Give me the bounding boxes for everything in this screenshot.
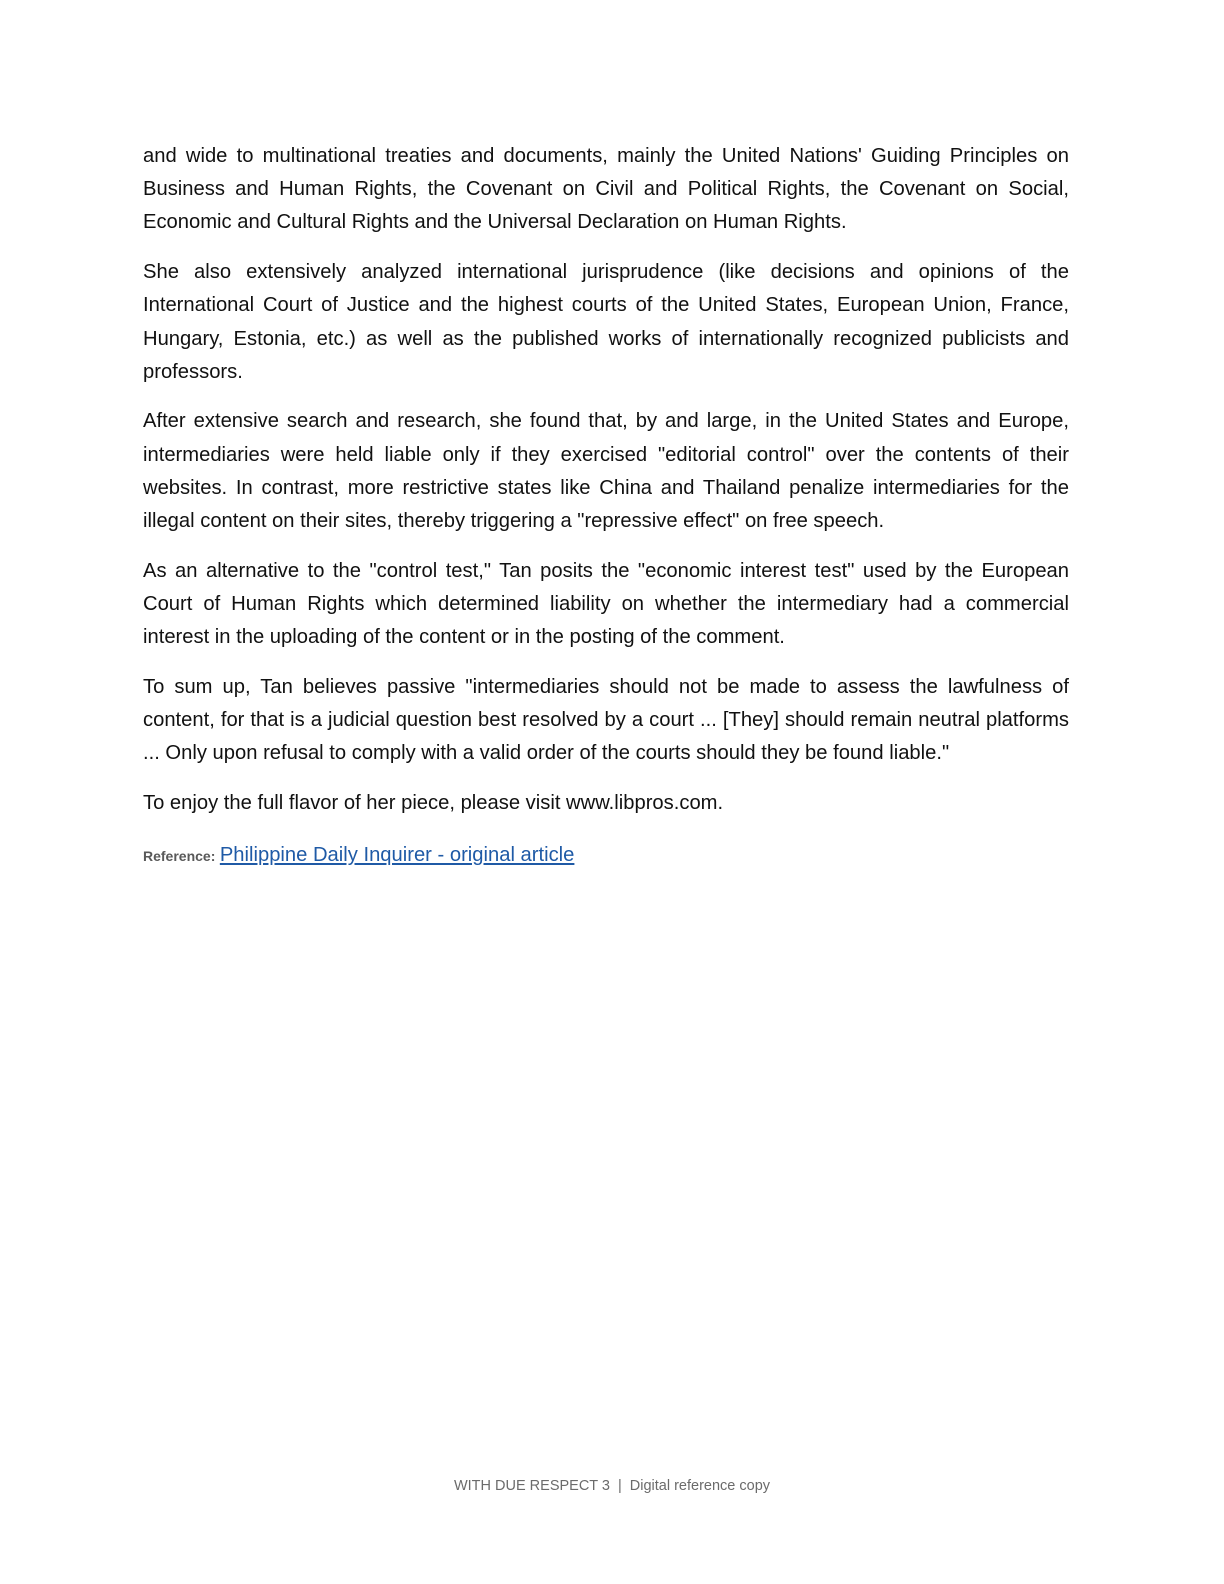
- footer-title: WITH DUE RESPECT 3: [453, 1478, 610, 1494]
- page-footer: [0, 1478, 1224, 1494]
- paragraph-3: After extensive search and research, she found that, by and large, in the United States and Europe, intermediaries were held liable only if they exercised "editorial control" over the contents of their websites. In contrast, more restrictive states like China and Thailand penalize intermediaries for the illegal content on their sites, thereby triggering a "repressive effect" on free speech.: [143, 410, 1069, 533]
- paragraph-4: As an alternative to the "control test," Tan posits the "economic interest test" used by the European Court of Human Rights which determined liability on whether the intermediary had a commercial interest in the uploading of the content or in the posting of the comment.: [143, 559, 1069, 649]
- paragraph-5: To sum up, Tan believes passive "intermediaries should not be made to assess the lawfulness of content, for that is a judicial question best resolved by a court ... [They] should remain neutral platforms ... Only upon refusal to comply with a valid order of the courts should they be found liable.": [143, 675, 1069, 765]
- page-body: [143, 140, 1069, 872]
- paragraph-1: and wide to multinational treaties and documents, mainly the United Nations' Guiding Principles on Business and Human Rights, the Covenant on Civil and Political Rights, the Covenant on Social, Economic and Cultural Rights and the Universal Declaration on Human Rights.: [143, 145, 1069, 234]
- reference-label: Reference:: [143, 848, 216, 865]
- reference-link[interactable]: Philippine Daily Inquirer - original article: [219, 844, 575, 867]
- paragraph-2: She also extensively analyzed international jurisprudence (like decisions and opinions of the International Court of Justice and the highest courts of the United States, European Union, France, Hungary, Estonia, etc.) as well as the published works of internationally recognized publicists and professors.: [143, 261, 1069, 383]
- footer-subtitle: Digital reference copy: [629, 1478, 771, 1494]
- reference-line: [143, 840, 1069, 872]
- footer-separator: |: [618, 1478, 622, 1494]
- paragraph-6: To enjoy the full flavor of her piece, please visit www.libpros.com.: [143, 791, 724, 814]
